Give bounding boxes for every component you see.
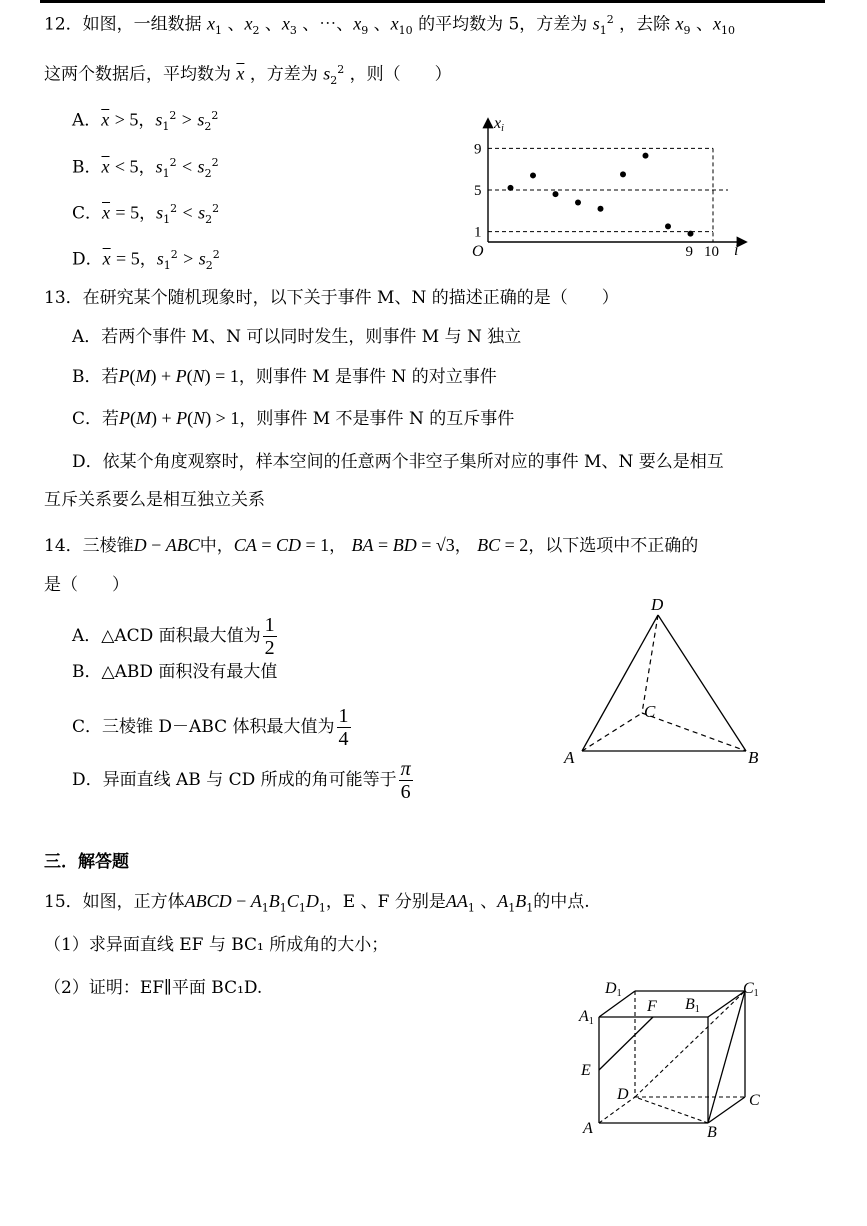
q14-option-d: D．异面直线 AB 与 CD 所成的角可能等于 $\frac{\pi}{6}$ [72,758,411,803]
y-axis-label: xi [494,115,504,134]
q14-option-c: C．三棱锥 D－ABC 体积最大值为 $\frac{1}{4}$ [72,705,349,750]
svg-text:E: E [581,1062,591,1079]
svg-text:D1: D1 [605,980,622,999]
data-point-2 [530,172,536,178]
vertex-c-label: C [644,702,656,721]
q14-tetrahedron-figure [560,595,770,775]
top-rule [40,0,825,3]
q12-option-a: A．$\overline{x} > 5$，$s_1^2 > s_2^2$ [72,109,219,134]
q13-option-a: A．若两个事件 M、N 可以同时发生，则事件 M 与 N 独立 [72,327,522,347]
fraction-1-2: $\frac{1}{2}$ [264,614,275,659]
q12-scatter-chart [460,112,760,257]
q13-option-c: C．若P(M) + P(N) > 1，则事件 M 不是事件 N 的互斥事件 [72,408,515,429]
data-point-3 [553,191,559,197]
data-point-7 [643,153,649,159]
data-point-9 [688,231,694,237]
origin-label: O [472,243,484,257]
q12-option-c: C．$\overline{x} = 5$，$s_1^2 < s_2^2$ [72,202,220,227]
q14-stem-line2: 是（ ） [44,575,129,595]
svg-text:C: C [749,1092,760,1109]
q12-option-b: B．$\overline{x} < 5$，$s_1^2 < s_2^2$ [72,156,219,181]
y-tick-9: 9 [474,141,482,158]
data-point-6 [620,171,626,177]
q14-option-a: A．△ACD 面积最大值为 $\frac{1}{2}$ [72,614,275,659]
fraction-pi-6: $\frac{\pi}{6}$ [400,758,411,803]
fraction-1-4: $\frac{1}{4}$ [338,705,349,750]
q13-stem: 13．在研究某个随机现象时，以下关于事件 M、N 的描述正确的是（ ） [44,288,619,308]
q13-option-b: B．若P(M) + P(N) = 1，则事件 M 是事件 N 的对立事件 [72,366,497,387]
svg-text:A1: A1 [579,1008,594,1027]
svg-text:F: F [647,998,657,1015]
svg-text:A: A [583,1120,593,1137]
svg-text:B1: B1 [685,996,700,1015]
x-tick-9: 9 [685,244,693,257]
x-axis-label: i [734,242,739,257]
data-point-8 [665,223,671,229]
section-3-title: 三．解答题 [44,852,129,872]
svg-text:B: B [707,1124,717,1141]
q12-option-d: D．$\overline{x} = 5$，$s_1^2 > s_2^2$ [72,248,220,273]
svg-text:D: D [617,1086,629,1103]
data-point-4 [575,199,581,205]
q15-part-2: （2）证明：EF∥平面 BC₁D. [44,978,263,998]
vertex-a-label: A [564,748,575,767]
data-point-1 [508,185,514,191]
q13-option-d-line2: 互斥关系要么是相互独立关系 [44,490,265,510]
q12-stem-line2: 这两个数据后，平均数为 $\overline{x}$ ，方差为 $s_2^2$ ，则（ ） [44,63,452,88]
y-tick-1: 1 [474,224,482,241]
svg-text:C1: C1 [743,980,759,999]
y-tick-5: 5 [474,183,482,199]
q15-stem: 15．如图，正方体ABCD − $A_1B_1C_1D_1$，E 、F 分别是$AA_1$ 、$A_1B_1$的中点. [44,891,590,915]
q15-cube-figure [575,975,775,1145]
q14-option-b: B．△ABD 面积没有最大值 [72,662,278,682]
q12-stem-line1: 12．如图，一组数据 $x_1$ 、$x_2$ 、$x_3$ 、⋯、$x_9$ 、$x_{10}$ 的平均数为 5，方差为 $s_1^2$ ，去除 $x_9$ 、$x_{10}$ [44,13,735,38]
vertex-d-label: D [651,595,664,614]
q14-stem-line1: 14．三棱锥D − ABC中，CA = CD = 1， BA = BD = √3， BC = 2，以下选项中不正确的 [44,535,699,556]
x-tick-10: 10 [704,244,719,257]
data-point-5 [598,206,604,212]
vertex-b-label: B [748,748,759,767]
q15-part-1: （1）求异面直线 EF 与 BC₁ 所成角的大小； [44,935,389,955]
q13-option-d-line1: D．依某个角度观察时，样本空间的任意两个非空子集所对应的事件 M、N 要么是相互 [72,452,724,472]
